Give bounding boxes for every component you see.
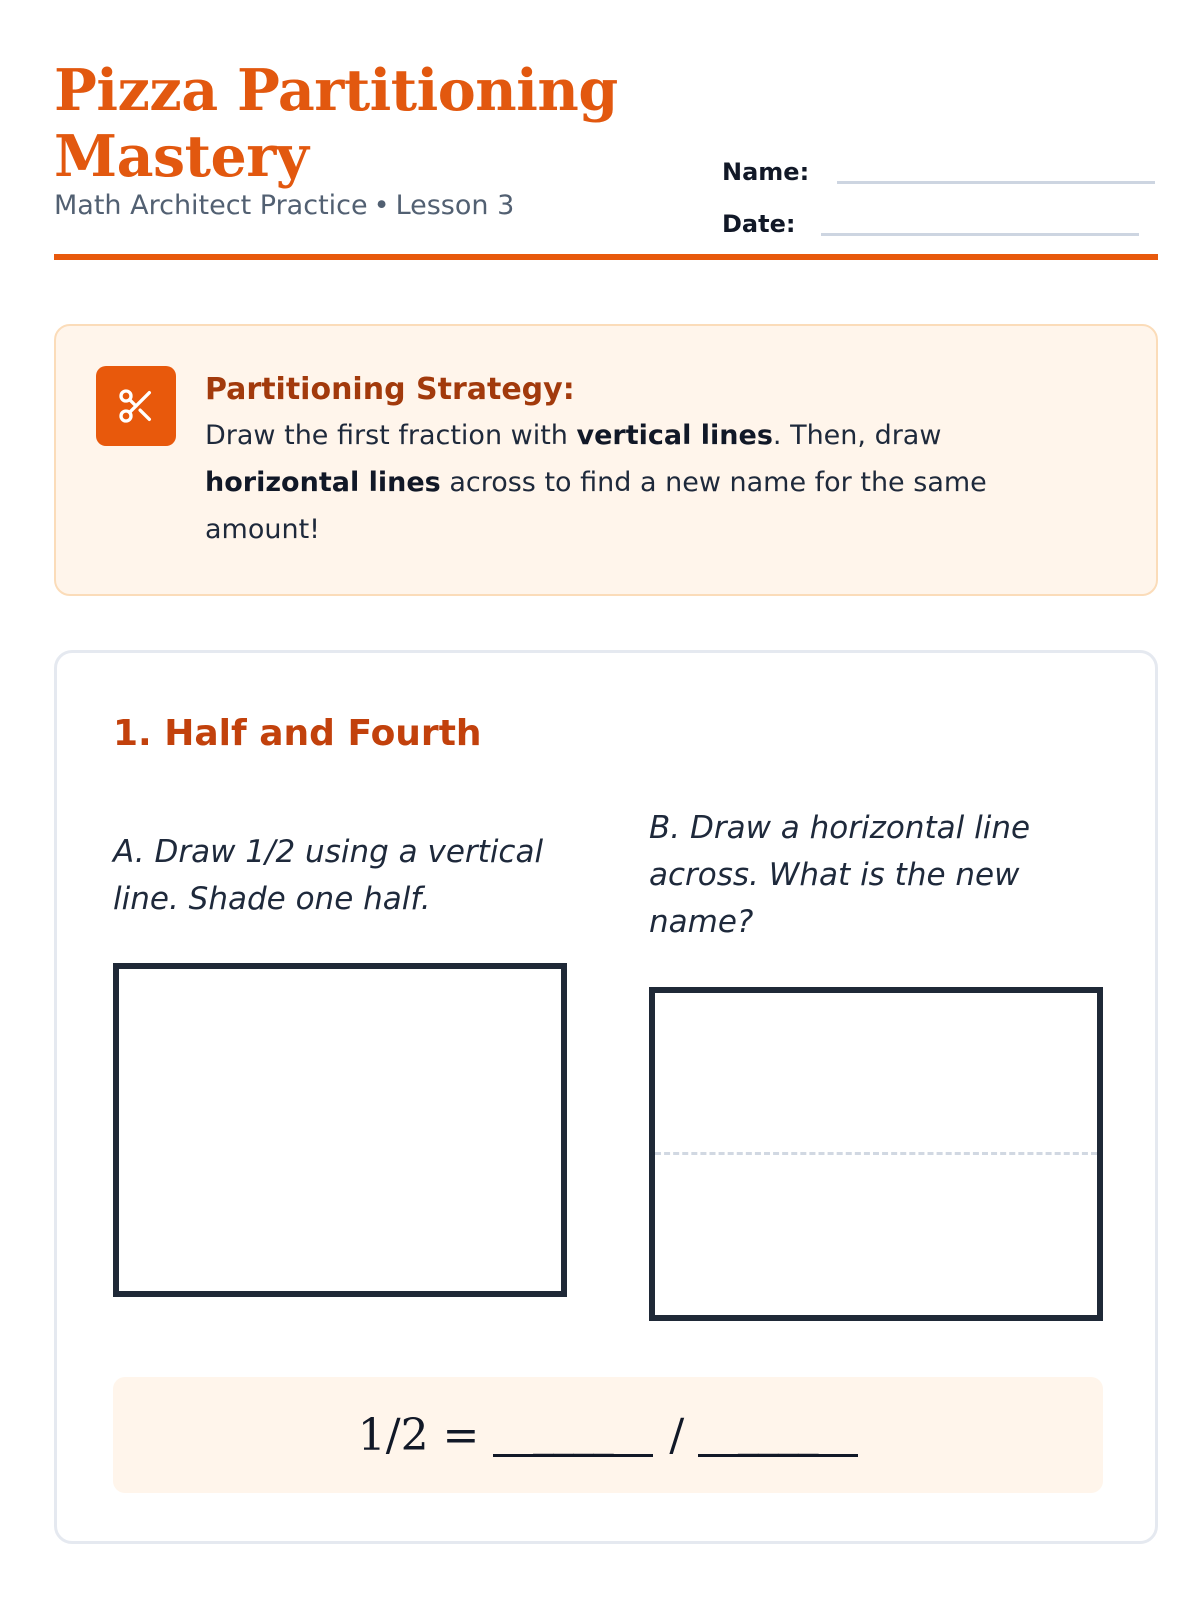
strategy-text <box>205 368 1085 553</box>
part-a-instruction: A. Draw 1/2 using a vertical line. Shade one half. <box>113 834 544 917</box>
name-field-row <box>722 146 1155 186</box>
worksheet-header <box>54 58 1158 270</box>
strategy-callout <box>54 324 1158 596</box>
header-divider <box>54 254 1158 260</box>
name-field[interactable] <box>837 181 1155 184</box>
page-title: Pizza Partitioning Mastery <box>54 57 618 190</box>
dashed-guide-line <box>655 1152 1097 1155</box>
answer-equation <box>113 1377 1103 1493</box>
strategy-text-part: Draw the first fraction with <box>205 420 577 451</box>
fraction-slash: / <box>669 1409 685 1461</box>
date-field-row <box>722 198 1139 238</box>
part-b-instruction: B. Draw a horizontal line across. What is the new name? <box>649 810 1031 940</box>
date-field[interactable] <box>821 233 1139 236</box>
strategy-text-part: across to find a new name for the same amount! <box>205 467 987 545</box>
numerator-blank[interactable]: ____ <box>493 1414 653 1457</box>
lesson-number: Lesson 3 <box>395 190 515 221</box>
strategy-heading: Partitioning Strategy: <box>205 372 575 407</box>
course-name: Math Architect Practice <box>54 190 368 221</box>
strategy-text-part: . Then, draw <box>772 420 942 451</box>
date-label: Date: <box>722 210 796 238</box>
equation-left: 1/2 = <box>357 1409 480 1461</box>
problem-card <box>54 650 1158 1544</box>
problem-title: 1. Half and Fourth <box>113 713 482 754</box>
drawing-box-a[interactable] <box>113 963 567 1297</box>
page-subtitle <box>54 190 514 221</box>
strategy-body <box>205 412 1085 553</box>
strategy-emphasis-horizontal: horizontal lines <box>205 467 441 498</box>
strategy-emphasis-vertical: vertical lines <box>576 420 773 451</box>
drawing-box-b[interactable] <box>649 987 1103 1321</box>
denominator-blank[interactable]: ____ <box>698 1414 858 1457</box>
subtitle-separator: • <box>373 190 390 221</box>
name-label: Name: <box>722 158 810 186</box>
scissors-icon <box>96 366 176 446</box>
